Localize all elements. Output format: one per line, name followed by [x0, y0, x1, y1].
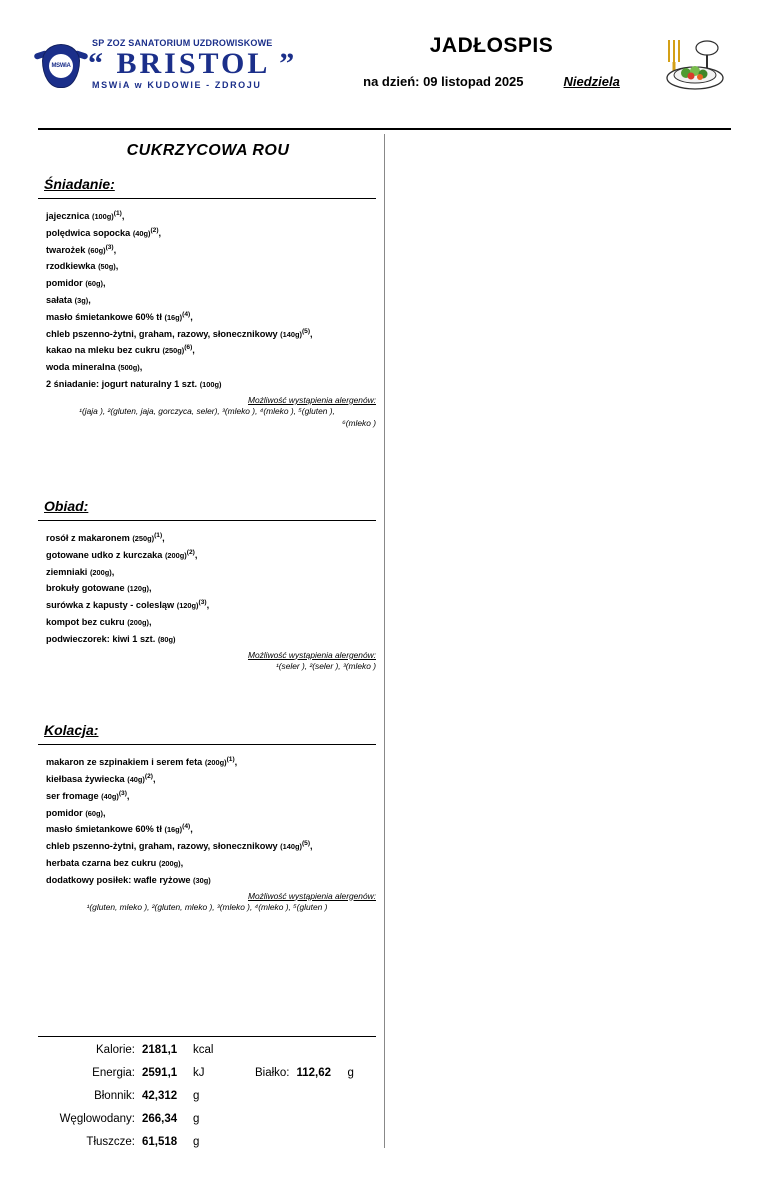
- list-item: woda mineralna (500g),: [46, 362, 143, 373]
- meal-items: [38, 208, 376, 393]
- list-item: chleb pszenno-żytni, graham, razowy, słonecznikowy $(140g)^{(5)}$,: [46, 327, 313, 339]
- nutrition-row: [38, 1067, 383, 1090]
- list-item: sałata (3g),: [46, 295, 91, 306]
- allergen-list: ¹(seler ), ²(seler ), ³(mleko ): [275, 660, 376, 671]
- allergen-heading: Możliwość wystąpienia alergenów:: [247, 649, 376, 660]
- document-header: [0, 0, 769, 100]
- list-item: chleb pszenno-żytni, graham, razowy, słonecznikowy $(140g)^{(5)}$,: [46, 840, 313, 852]
- list-item: masło śmietankowe 60% tł $(16g)^{(4)}$,: [46, 823, 193, 835]
- org-line-3: MSWiA w KUDOWIE - ZDROJU: [92, 79, 262, 90]
- list-item: jajecznica $(100g)^{(1)}$,: [46, 210, 125, 222]
- nutrition-unit-protein: g: [347, 1067, 354, 1079]
- meal-section-dinner: [38, 498, 376, 672]
- nutrition-row: [38, 1136, 383, 1159]
- nutrition-divider: [38, 1036, 376, 1037]
- meal-plate-icon: [655, 32, 731, 94]
- allergen-heading: Możliwość wystąpienia alergenów:: [247, 890, 376, 901]
- list-item: podwieczorek: kiwi 1 szt. (80g): [46, 633, 176, 644]
- list-item: masło śmietankowe 60% tł $(16g)^{(4)}$,: [46, 310, 193, 322]
- list-item: kakao na mleku bez cukru $(250g)^{(6)}$,: [46, 344, 195, 356]
- title-block: [328, 30, 655, 89]
- nutrition-row: [38, 1090, 383, 1113]
- org-name: “ BRISTOL ”: [88, 47, 298, 80]
- list-item: makaron ze szpinakiem i serem feta $(200g)^{(1)}$,: [46, 756, 238, 768]
- list-item: pomidor (60g),: [46, 807, 106, 818]
- list-item: herbata czarna bez cukru (200g),: [46, 858, 184, 869]
- nutrition-row: [38, 1113, 383, 1136]
- meal-items: [38, 530, 376, 648]
- institution-logo: [38, 30, 328, 94]
- meal-items: [38, 754, 376, 888]
- nutrition-value: 61,518: [142, 1136, 178, 1148]
- nutrition-unit: kcal: [193, 1044, 214, 1056]
- header-divider: [38, 128, 731, 130]
- meal-section-breakfast: [38, 176, 376, 430]
- nutrition-row: [38, 1044, 383, 1067]
- list-item: pomidor (60g),: [46, 278, 106, 289]
- nutrition-label: Tłuszcze:: [86, 1136, 135, 1148]
- meal-title-rule: [38, 744, 376, 745]
- nutrition-unit: kJ: [193, 1067, 205, 1079]
- nutrition-label: Węglowodany:: [59, 1113, 135, 1125]
- nutrition-summary: [38, 1044, 383, 1159]
- allergen-list-cont: ⁶(mleko ): [342, 418, 376, 429]
- nutrition-label-protein: Białko:: [254, 1067, 290, 1079]
- nutrition-value: 42,312: [142, 1090, 178, 1102]
- nutrition-unit: g: [193, 1136, 200, 1148]
- menu-date: na dzień: 09 listopad 2025: [363, 74, 524, 89]
- nutrition-label: Energia:: [92, 1067, 135, 1079]
- org-line-1: SP ZOZ SANATORIUM UZDROWISKOWE: [92, 38, 273, 48]
- meal-section-supper: [38, 722, 376, 913]
- meal-title-rule: [38, 198, 376, 199]
- list-item: twarożek $(60g)^{(3)}$,: [46, 243, 117, 255]
- list-item: surówka z kapusty - colesląw $(120g)^{(3)}$,: [46, 599, 210, 611]
- list-item: rosół z makaronem $(250g)^{(1)}$,: [46, 531, 165, 544]
- list-item: kiełbasa żywiecka $(40g)^{(2)}$,: [46, 772, 156, 785]
- nutrition-label: Błonnik:: [94, 1090, 135, 1102]
- nutrition-unit: g: [193, 1113, 200, 1125]
- list-item: dodatkowy posiłek: wafle ryżowe (30g): [46, 874, 211, 885]
- allergen-heading: Możliwość wystąpienia alergenów:: [247, 394, 376, 405]
- meals-column: [38, 176, 376, 923]
- nutrition-value: 2181,1: [142, 1044, 178, 1056]
- list-item: brokuły gotowane (120g),: [46, 583, 152, 594]
- list-item: 2 śniadanie: jogurt naturalny 1 szt. (100g): [46, 379, 222, 390]
- menu-weekday: Niedziela: [563, 74, 620, 89]
- allergen-list: ¹(gluten, mleko ), ²(gluten, mleko ), ³(mleko ), ⁴(mleko ), ⁵(gluten ): [86, 901, 328, 912]
- mswia-emblem-icon: [38, 38, 84, 94]
- list-item: kompot bez cukru (200g),: [46, 617, 152, 628]
- meal-title: Kolacja:: [44, 722, 99, 739]
- meal-title: Obiad:: [44, 497, 89, 514]
- nutrition-value: 266,34: [142, 1113, 178, 1125]
- list-item: gotowane udko z kurczaka $(200g)^{(2)}$,: [46, 548, 198, 560]
- meal-title: Śniadanie:: [44, 176, 115, 192]
- column-divider: [384, 134, 385, 1148]
- nutrition-unit: g: [193, 1090, 200, 1102]
- page-title: JADŁOSPIS: [429, 34, 554, 57]
- list-item: ser fromage $(40g)^{(3)}$,: [46, 789, 130, 801]
- nutrition-label: Kalorie:: [96, 1044, 135, 1056]
- allergen-list: ¹(jaja ), ²(gluten, jaja, gorczyca, seler), ³(mleko ), ⁴(mleko ), ⁵(gluten ),: [79, 405, 335, 416]
- meal-title-rule: [38, 520, 376, 521]
- list-item: rzodkiewka (50g),: [46, 261, 119, 272]
- list-item: ziemniaki (200g),: [46, 566, 115, 577]
- emblem-initials: MSWiA: [49, 54, 73, 78]
- list-item: polędwica sopocka $(40g)^{(2)}$,: [46, 226, 162, 238]
- diet-name: CUKRZYCOWA ROU: [126, 142, 290, 159]
- nutrition-value: 2591,1: [142, 1067, 178, 1079]
- nutrition-value-protein: 112,62: [296, 1067, 332, 1079]
